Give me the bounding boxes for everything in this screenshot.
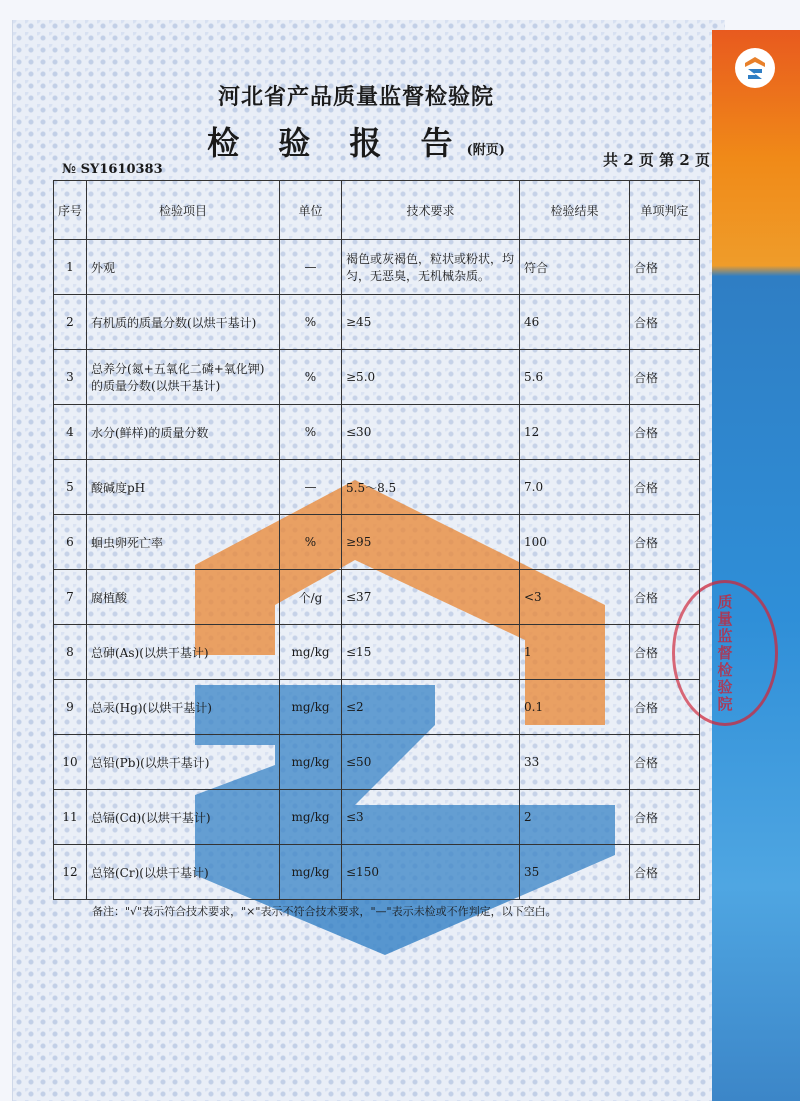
- item-verdict: 合格: [630, 570, 700, 625]
- row-number: 9: [54, 680, 87, 735]
- test-result: 100: [520, 515, 630, 570]
- table-row: [54, 790, 700, 845]
- technical-requirement: ≤15: [342, 625, 520, 680]
- test-result: <3: [520, 570, 630, 625]
- test-result: 33: [520, 735, 630, 790]
- inspection-item: 总镉(Cd)(以烘干基计): [87, 790, 280, 845]
- item-verdict: 合格: [630, 680, 700, 735]
- inspection-item: 总砷(As)(以烘干基计): [87, 625, 280, 680]
- unit: mg/kg: [280, 790, 342, 845]
- inspection-item: 蛔虫卵死亡率: [87, 515, 280, 570]
- header-item: 检验项目: [87, 181, 280, 240]
- row-number: 10: [54, 735, 87, 790]
- table-row: [54, 845, 700, 900]
- test-result: 7.0: [520, 460, 630, 515]
- item-verdict: 合格: [630, 790, 700, 845]
- unit: —: [280, 240, 342, 295]
- row-number: 11: [54, 790, 87, 845]
- report-number: № SY1610383: [62, 162, 163, 177]
- technical-requirement: ≤30: [342, 405, 520, 460]
- technical-requirement: ≥45: [342, 295, 520, 350]
- unit: %: [280, 295, 342, 350]
- table-header-row: [54, 181, 700, 240]
- technical-requirement: ≥95: [342, 515, 520, 570]
- inspection-item: 总铅(Pb)(以烘干基计): [87, 735, 280, 790]
- table-row: [54, 240, 700, 295]
- row-number: 6: [54, 515, 87, 570]
- organization-name: 河北省产品质量监督检验院: [217, 84, 494, 110]
- row-number: 1: [54, 240, 87, 295]
- inspection-item: 总汞(Hg)(以烘干基计): [87, 680, 280, 735]
- unit: mg/kg: [280, 680, 342, 735]
- inspection-item: 外观: [87, 240, 280, 295]
- technical-requirement: ≤3: [342, 790, 520, 845]
- row-number: 2: [54, 295, 87, 350]
- item-verdict: 合格: [630, 460, 700, 515]
- table-row: [54, 735, 700, 790]
- header-unit: 单位: [280, 181, 342, 240]
- unit: mg/kg: [280, 625, 342, 680]
- table-row: [54, 350, 700, 405]
- inspection-item: 总铬(Cr)(以烘干基计): [87, 845, 280, 900]
- inspection-item: 水分(鲜样)的质量分数: [87, 405, 280, 460]
- test-result: 0.1: [520, 680, 630, 735]
- test-result: 35: [520, 845, 630, 900]
- unit: mg/kg: [280, 845, 342, 900]
- row-number: 4: [54, 405, 87, 460]
- inspection-item: 有机质的质量分数(以烘干基计): [87, 295, 280, 350]
- inspection-item: 腐植酸: [87, 570, 280, 625]
- header-no: 序号: [54, 181, 87, 240]
- table-row: [54, 515, 700, 570]
- header-result: 检验结果: [520, 181, 630, 240]
- page-indicator: 共 2 页 第 2 页: [603, 151, 710, 169]
- red-seal-stamp: 质量监督检验院: [672, 580, 778, 726]
- row-number: 5: [54, 460, 87, 515]
- inspection-item: 酸碱度pH: [87, 460, 280, 515]
- row-number: 3: [54, 350, 87, 405]
- item-verdict: 合格: [630, 295, 700, 350]
- table-row: [54, 295, 700, 350]
- unit: %: [280, 405, 342, 460]
- item-verdict: 合格: [630, 405, 700, 460]
- table-row: [54, 625, 700, 680]
- test-result: 1: [520, 625, 630, 680]
- technical-requirement: ≤150: [342, 845, 520, 900]
- inspection-table: [53, 180, 700, 900]
- header-verdict: 单项判定: [630, 181, 700, 240]
- unit: mg/kg: [280, 735, 342, 790]
- institute-logo-icon: [735, 48, 775, 88]
- technical-requirement: ≤2: [342, 680, 520, 735]
- unit: —: [280, 460, 342, 515]
- table-row: [54, 405, 700, 460]
- table-row: [54, 460, 700, 515]
- row-number: 12: [54, 845, 87, 900]
- row-number: 7: [54, 570, 87, 625]
- item-verdict: 合格: [630, 845, 700, 900]
- unit: 个/g: [280, 570, 342, 625]
- test-result: 2: [520, 790, 630, 845]
- inspection-item: 总养分(氮+五氧化二磷+氧化钾)的质量分数(以烘干基计): [87, 350, 280, 405]
- item-verdict: 合格: [630, 240, 700, 295]
- item-verdict: 合格: [630, 625, 700, 680]
- technical-requirement: ≤37: [342, 570, 520, 625]
- test-result: 符合: [520, 240, 630, 295]
- security-edge-strip: [712, 30, 800, 1101]
- table-row: [54, 570, 700, 625]
- item-verdict: 合格: [630, 350, 700, 405]
- item-verdict: 合格: [630, 735, 700, 790]
- test-result: 12: [520, 405, 630, 460]
- test-result: 5.6: [520, 350, 630, 405]
- header-requirement: 技术要求: [342, 181, 520, 240]
- item-verdict: 合格: [630, 515, 700, 570]
- remarks-note: 备注："√"表示符合技术要求，"×"表示不符合技术要求，"—"表示未检或不作判定，以下空白。: [92, 905, 557, 918]
- row-number: 8: [54, 625, 87, 680]
- unit: %: [280, 350, 342, 405]
- technical-requirement: ≥5.0: [342, 350, 520, 405]
- technical-requirement: 5.5～8.5: [342, 460, 520, 515]
- technical-requirement: 褐色或灰褐色，粒状或粉状，均匀，无恶臭，无机械杂质。: [342, 240, 520, 295]
- report-title: 检 验 报 告(附页): [207, 124, 505, 162]
- technical-requirement: ≤50: [342, 735, 520, 790]
- test-result: 46: [520, 295, 630, 350]
- unit: %: [280, 515, 342, 570]
- table-row: [54, 680, 700, 735]
